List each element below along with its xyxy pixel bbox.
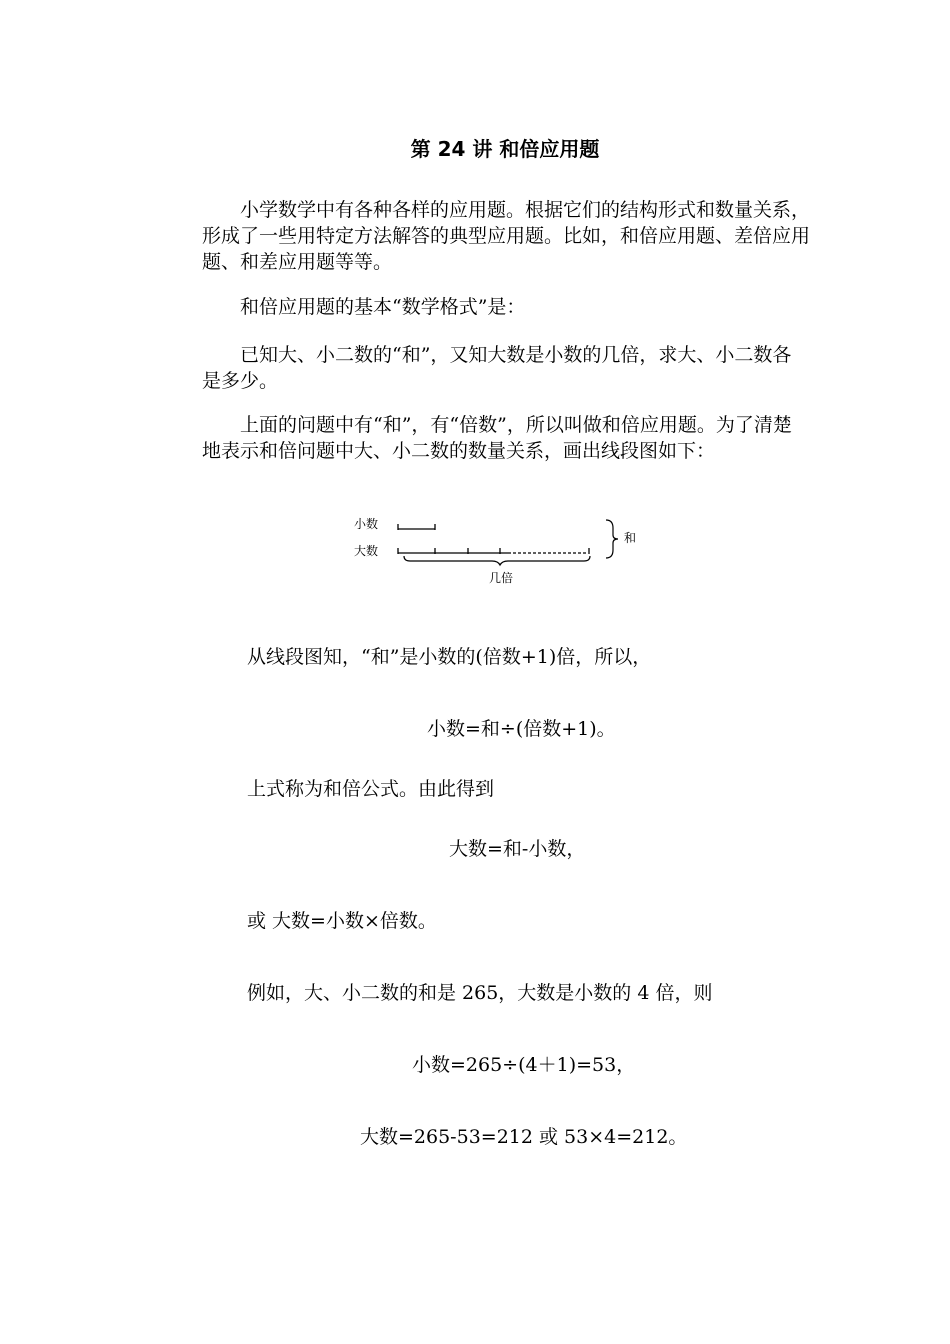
sum-label: 和 [624, 531, 637, 545]
big-number-formula: 大数=和-小数， [449, 838, 586, 860]
example-line: 例如，大、小二数的和是 265，大数是小数的 4 倍，则 [247, 982, 713, 1004]
formula-note-line: 上式称为和倍公式。由此得到 [247, 778, 495, 800]
multiple-brace [404, 556, 590, 565]
alternate-formula-line: 或 大数=小数×倍数。 [247, 910, 437, 932]
big-number-segment [398, 548, 589, 554]
small-number-segment [398, 524, 435, 530]
page-title: 第 24 讲 和倍应用题 [410, 137, 600, 161]
problem-paragraph: 已知大、小二数的“和”，又知大数是小数的几倍，求大、小二数各是多少。 [202, 344, 792, 392]
example-small-calculation: 小数=265÷(4＋1)=53， [412, 1054, 636, 1076]
multiple-label: 几倍 [489, 571, 514, 585]
small-number-formula: 小数=和÷(倍数+1)。 [427, 718, 616, 740]
format-paragraph: 和倍应用题的基本“数学格式”是： [240, 296, 526, 318]
sum-brace [606, 520, 618, 558]
example-big-calculation: 大数=265-53=212 或 53×4=212。 [360, 1126, 688, 1148]
sum-relation-line: 从线段图知，“和”是小数的(倍数+1)倍，所以， [247, 646, 652, 668]
big-number-label: 大数 [354, 544, 379, 558]
line-segment-diagram [350, 512, 650, 592]
small-number-label: 小数 [354, 517, 379, 531]
intro-paragraph: 小学数学中有各种各样的应用题。根据它们的结构形式和数量关系，形成了一些用特定方法解答的典型应用题。比如，和倍应用题、差倍应用题、和差应用题等等。 [202, 199, 811, 273]
explanation-paragraph: 上面的问题中有“和”，有“倍数”，所以叫做和倍应用题。为了清楚地表示和倍问题中大、小二数的数量关系，画出线段图如下： [202, 414, 792, 462]
